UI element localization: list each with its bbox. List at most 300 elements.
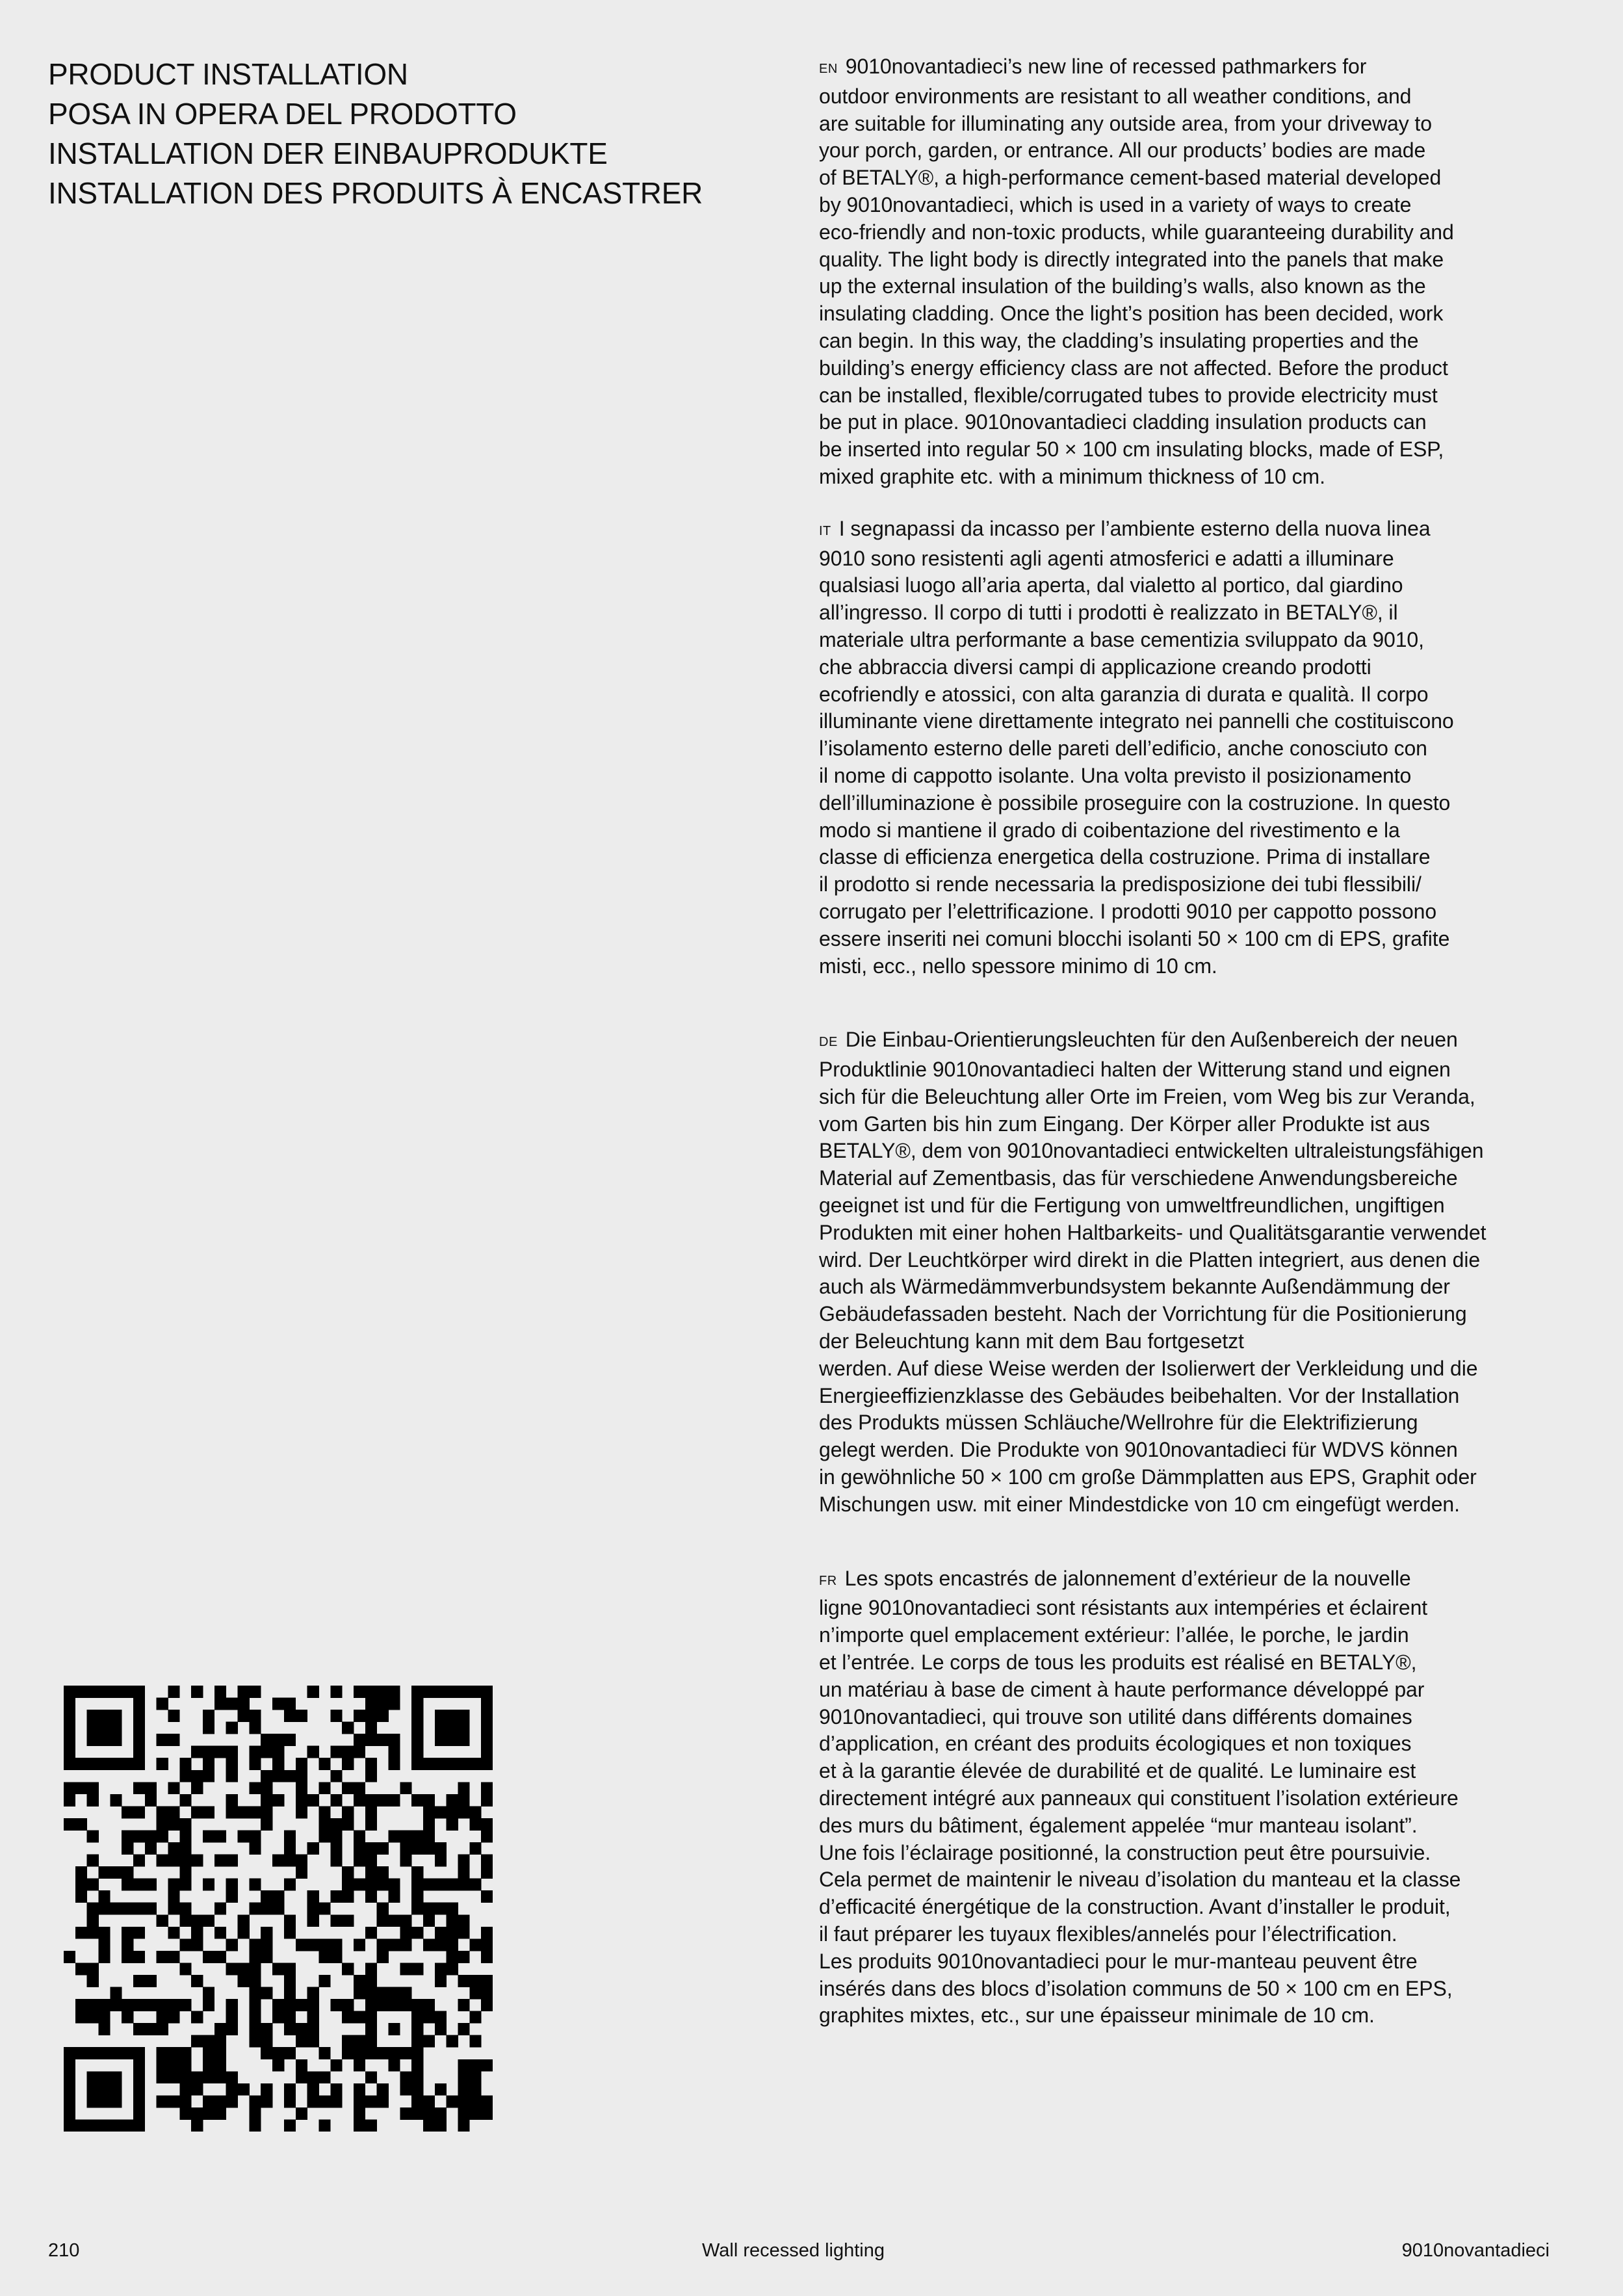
qr-module <box>99 1927 110 1939</box>
qr-module <box>191 2107 203 2120</box>
language-tag-en: EN <box>819 62 838 76</box>
qr-module <box>423 1686 435 1698</box>
qr-module <box>99 2023 110 2035</box>
qr-module <box>411 1722 423 1734</box>
page-number: 210 <box>48 2240 80 2261</box>
qr-module <box>377 1734 389 1746</box>
qr-module <box>411 1686 423 1698</box>
qr-module <box>157 2095 168 2107</box>
qr-module <box>157 1914 168 1927</box>
qr-module <box>411 1746 423 1758</box>
qr-module <box>388 1734 400 1746</box>
qr-module <box>261 1938 272 1951</box>
qr-module <box>214 1927 226 1939</box>
language-tag-it: IT <box>819 523 831 538</box>
qr-module <box>203 2107 214 2120</box>
qr-module <box>179 1758 191 1770</box>
qr-module <box>133 2071 145 2083</box>
qr-module <box>249 1746 261 1758</box>
qr-module <box>133 2107 145 2120</box>
qr-module <box>284 2083 296 2096</box>
qr-module <box>469 2011 481 2024</box>
qr-module <box>157 2023 168 2035</box>
qr-module <box>469 1842 481 1855</box>
qr-module <box>423 1999 435 2011</box>
qr-module <box>226 2071 238 2083</box>
qr-module <box>261 1890 272 1903</box>
qr-module <box>99 2119 110 2132</box>
qr-module <box>99 2047 110 2059</box>
qr-module <box>365 2095 377 2107</box>
qr-module <box>435 1734 447 1746</box>
qr-module <box>226 1806 238 1818</box>
qr-module <box>435 1758 447 1770</box>
qr-module <box>284 1963 296 1975</box>
qr-module <box>365 1855 377 1867</box>
qr-module <box>377 1794 389 1807</box>
qr-module <box>249 1686 261 1698</box>
qr-module <box>388 2059 400 2072</box>
qr-module <box>133 1758 145 1770</box>
qr-module <box>133 2047 145 2059</box>
qr-module <box>249 1999 261 2011</box>
qr-module <box>318 1818 330 1831</box>
qr-module <box>330 1746 342 1758</box>
qr-module <box>87 1903 99 1915</box>
qr-module <box>423 1830 435 1842</box>
qr-module <box>400 1938 411 1951</box>
qr-module <box>365 1710 377 1722</box>
qr-module <box>133 1806 145 1818</box>
qr-module <box>318 1758 330 1770</box>
qr-module <box>481 2107 493 2120</box>
qr-module <box>342 2011 354 2024</box>
qr-module <box>469 1987 481 2000</box>
qr-module <box>284 1975 296 1987</box>
qr-module <box>447 1927 458 1939</box>
qr-module <box>87 1975 99 1987</box>
title-line-de: INSTALLATION DER EINBAUPRODUKTE <box>48 137 608 170</box>
qr-module <box>238 1927 250 1939</box>
qr-module <box>423 1758 435 1770</box>
qr-module <box>64 1698 75 1710</box>
qr-module <box>168 1927 180 1939</box>
qr-module <box>400 1987 411 2000</box>
qr-module <box>122 1999 133 2011</box>
qr-module <box>330 1842 342 1855</box>
qr-module <box>307 1903 319 1915</box>
qr-module <box>87 1963 99 1975</box>
qr-module <box>469 2071 481 2083</box>
qr-module <box>377 1686 389 1698</box>
qr-module <box>469 1975 481 1987</box>
qr-module <box>87 2119 99 2132</box>
qr-module <box>296 1866 307 1879</box>
qr-module <box>423 1842 435 1855</box>
qr-module <box>307 1914 319 1927</box>
qr-module <box>354 1710 365 1722</box>
qr-module <box>179 2083 191 2096</box>
qr-module <box>64 2119 75 2132</box>
qr-module <box>122 1879 133 1891</box>
qr-module <box>226 1794 238 1807</box>
qr-module <box>307 1890 319 1903</box>
qr-module <box>411 2059 423 2072</box>
qr-module <box>469 2095 481 2107</box>
qr-module <box>133 2083 145 2096</box>
qr-module <box>133 1903 145 1915</box>
qr-module <box>99 1686 110 1698</box>
qr-module <box>214 1698 226 1710</box>
qr-module <box>157 1698 168 1710</box>
qr-module <box>168 1951 180 1963</box>
qr-module <box>377 1698 389 1710</box>
qr-module <box>238 1963 250 1975</box>
qr-module <box>168 1734 180 1746</box>
qr-module <box>249 1710 261 1722</box>
qr-module <box>191 1914 203 1927</box>
qr-module <box>342 1818 354 1831</box>
qr-module <box>458 2071 469 2083</box>
qr-module <box>168 2047 180 2059</box>
qr-module <box>458 2059 469 2072</box>
qr-module <box>272 1903 284 1915</box>
qr-module <box>307 1686 319 1698</box>
qr-module <box>411 1999 423 2011</box>
qr-module <box>191 1746 203 1758</box>
qr-module <box>179 1938 191 1951</box>
qr-module <box>354 1746 365 1758</box>
qr-module <box>214 2107 226 2120</box>
qr-module <box>75 1999 87 2011</box>
qr-module <box>296 1938 307 1951</box>
paragraph-it-text: I segnapassi da incasso per l’ambiente esterno della nuova linea 9010 sono resistenti agli agenti atmosferici e adatti a illuminare qualsiasi luogo all’aria aperta, dal vialetto al portico, dal giardino all’ingresso. Il corpo di tutti i prodotti è realizzato in BETALY®, il materiale ultra performante a base cementizia sviluppato da 9010, che abbraccia diversi campi di applicazione creando prodotti ecofriendly e atossici, con alta garanzia di durata e qualità. Il corpo illuminante viene direttamente integrato nei pannelli che costituiscono l’isolamento esterno delle pareti dell’edificio, anche conosciuto con il nome di cappotto isolante. Una volta previsto il posizionamento dell’illuminazione è possibile proseguire con la costruzione. In questo modo si mantiene il grado di coibentazione del rivestimento e la classe di efficienza energetica della costruzione. Prima di installare il prodotto si rende necessaria la predisposizione dei tubi flessibili/ corrugato per l’elettrificazione. I prodotti 9010 per cappotto possono essere inseriti nei comuni blocchi isolanti 50 × 100 cm di EPS, grafite misti, ecc., nello spessore minimo di 10 cm. <box>819 516 1454 978</box>
qr-module <box>133 2023 145 2035</box>
qr-module <box>435 1686 447 1698</box>
qr-module <box>388 2047 400 2059</box>
qr-module <box>388 1830 400 1842</box>
qr-module <box>99 1866 110 1879</box>
qr-module <box>87 1794 99 1807</box>
qr-module <box>122 2047 133 2059</box>
qr-module <box>226 1938 238 1951</box>
qr-module <box>145 1999 157 2011</box>
qr-module <box>423 2095 435 2107</box>
qr-module <box>458 1914 469 1927</box>
qr-module <box>469 2035 481 2048</box>
qr-module <box>64 1758 75 1770</box>
qr-module <box>458 1951 469 1963</box>
qr-module <box>411 1794 423 1807</box>
qr-module <box>238 1830 250 1842</box>
qr-module <box>296 1794 307 1807</box>
qr-module <box>87 1999 99 2011</box>
qr-module <box>481 1794 493 1807</box>
qr-module <box>342 1746 354 1758</box>
qr-module <box>435 1879 447 1891</box>
qr-module <box>261 1782 272 1794</box>
qr-module <box>87 1758 99 1770</box>
qr-module <box>191 2035 203 2048</box>
qr-module <box>423 1914 435 1927</box>
qr-module <box>191 1806 203 1818</box>
title-line-en: PRODUCT INSTALLATION <box>48 57 408 91</box>
qr-module <box>365 1890 377 1903</box>
qr-module <box>447 1794 458 1807</box>
qr-module <box>411 1734 423 1746</box>
qr-module <box>284 1855 296 1867</box>
qr-module <box>179 1963 191 1975</box>
qr-module <box>307 2035 319 2048</box>
qr-module <box>411 2095 423 2107</box>
qr-module <box>203 2035 214 2048</box>
qr-module <box>99 1951 110 1963</box>
qr-module <box>145 1879 157 1891</box>
paragraph-en-text: 9010novantadieci’s new line of recessed pathmarkers for outdoor environments are resistant to all weather conditions, and are suitable for illuminating any outside area, from your driveway to your porch, garden, or entrance. All our products’ bodies are made of BETALY®, a high-performance cement-based material developed by 9010novantadieci, which is used in a variety of ways to create eco-friendly and non-toxic products, while guaranteeing durability and quality. The light body is directly integrated into the panels that make up the external insulation of the building’s walls, also known as the insulating cladding. Once the light’s position has been decided, work can begin. In this way, the cladding’s insulating properties and the building’s energy efficiency class are not affected. Before the product can be installed, flexible/corrugated tubes to provide electricity must be put in place. 9010novantadieci cladding insulation products can be inserted into regular 50 × 100 cm insulating blocks, made of ESP, mixed graphite etc. with a minimum thickness of 10 cm. <box>819 55 1454 488</box>
qr-module <box>64 1782 75 1794</box>
qr-module <box>307 1938 319 1951</box>
qr-module <box>157 1734 168 1746</box>
qr-module <box>400 1842 411 1855</box>
qr-module <box>249 1830 261 1842</box>
qr-module <box>388 1938 400 1951</box>
qr-module <box>481 1890 493 1903</box>
qr-module <box>145 1782 157 1794</box>
qr-module <box>365 1686 377 1698</box>
qr-module <box>191 2011 203 2024</box>
qr-module <box>226 1963 238 1975</box>
qr-module <box>330 1770 342 1782</box>
qr-module <box>342 1999 354 2011</box>
qr-module <box>447 1710 458 1722</box>
qr-module <box>400 1999 411 2011</box>
qr-module <box>122 1951 133 1963</box>
qr-module <box>87 2011 99 2024</box>
qr-module <box>377 1914 389 1927</box>
qr-module <box>249 1879 261 1891</box>
qr-module <box>330 1999 342 2011</box>
qr-module <box>133 1734 145 1746</box>
qr-module <box>377 1866 389 1879</box>
qr-module <box>75 2011 87 2024</box>
qr-module <box>99 1734 110 1746</box>
qr-module <box>157 1830 168 1842</box>
qr-module <box>122 1830 133 1842</box>
qr-module <box>481 1722 493 1734</box>
qr-module <box>133 1782 145 1794</box>
qr-module <box>447 1938 458 1951</box>
qr-code-modules <box>64 1686 493 2132</box>
qr-module <box>447 1734 458 1746</box>
qr-module <box>168 2071 180 2083</box>
qr-module <box>447 1914 458 1927</box>
qr-module <box>179 2071 191 2083</box>
qr-module <box>191 1782 203 1794</box>
qr-module <box>481 1987 493 2000</box>
qr-module <box>318 1806 330 1818</box>
qr-module <box>168 1710 180 1722</box>
qr-module <box>249 1963 261 1975</box>
qr-module <box>423 2107 435 2120</box>
qr-module <box>330 1710 342 1722</box>
qr-module <box>388 1698 400 1710</box>
qr-module <box>145 1842 157 1855</box>
qr-module <box>469 1758 481 1770</box>
qr-module <box>64 1794 75 1807</box>
qr-module <box>411 2035 423 2048</box>
qr-module <box>365 1806 377 1818</box>
qr-module <box>272 1855 284 1867</box>
qr-module <box>400 1914 411 1927</box>
qr-module <box>64 2107 75 2120</box>
qr-module <box>423 2011 435 2024</box>
qr-module <box>133 2119 145 2132</box>
qr-module <box>203 2047 214 2059</box>
qr-module <box>99 1722 110 1734</box>
qr-module <box>388 1999 400 2011</box>
qr-module <box>411 2071 423 2083</box>
qr-module <box>122 1866 133 1879</box>
paragraph-de <box>819 1026 1534 1518</box>
qr-module <box>145 1903 157 1915</box>
qr-module <box>214 2047 226 2059</box>
qr-module <box>284 2119 296 2132</box>
qr-module <box>284 2011 296 2024</box>
qr-module <box>110 2095 122 2107</box>
qr-module <box>365 1927 377 1939</box>
qr-module <box>110 1903 122 1915</box>
qr-module <box>342 2035 354 2048</box>
qr-module <box>388 2023 400 2035</box>
qr-module <box>238 1914 250 1927</box>
qr-module <box>296 1758 307 1770</box>
qr-module <box>261 2083 272 2096</box>
qr-module <box>145 1830 157 1842</box>
qr-module <box>99 2083 110 2096</box>
qr-module <box>330 1794 342 1807</box>
qr-module <box>307 1746 319 1758</box>
qr-module <box>400 2047 411 2059</box>
qr-module <box>203 2095 214 2107</box>
qr-module <box>458 1734 469 1746</box>
qr-module <box>214 1746 226 1758</box>
qr-module <box>354 2035 365 2048</box>
qr-module <box>354 1855 365 1867</box>
qr-module <box>214 1951 226 1963</box>
qr-module <box>284 1770 296 1782</box>
paragraph-it <box>819 515 1534 980</box>
qr-module <box>87 1879 99 1891</box>
qr-module <box>157 1818 168 1831</box>
title-line-it: POSA IN OPERA DEL PRODOTTO <box>48 97 517 131</box>
qr-module <box>469 2083 481 2096</box>
qr-module <box>249 1722 261 1734</box>
qr-module <box>87 1686 99 1698</box>
qr-module <box>481 1866 493 1879</box>
body-text-column <box>819 53 1534 2054</box>
qr-module <box>342 1879 354 1891</box>
qr-module <box>133 1722 145 1734</box>
qr-module <box>99 1938 110 1951</box>
qr-module <box>110 1722 122 1734</box>
qr-module <box>447 2035 458 2048</box>
qr-module <box>214 1855 226 1867</box>
qr-module <box>133 2059 145 2072</box>
qr-module <box>330 2059 342 2072</box>
qr-module <box>226 1746 238 1758</box>
qr-module <box>214 2059 226 2072</box>
qr-module <box>388 1879 400 1891</box>
qr-module <box>365 1698 377 1710</box>
qr-code[interactable] <box>64 1686 493 2132</box>
qr-module <box>226 1722 238 1734</box>
qr-module <box>110 2047 122 2059</box>
qr-module <box>272 1999 284 2011</box>
qr-module <box>330 1818 342 1831</box>
qr-module <box>342 1963 354 1975</box>
qr-module <box>191 2083 203 2096</box>
qr-module <box>249 1938 261 1951</box>
qr-module <box>458 1758 469 1770</box>
qr-module <box>179 1914 191 1927</box>
qr-module <box>191 1686 203 1698</box>
qr-module <box>458 2107 469 2120</box>
qr-module <box>133 1686 145 1698</box>
qr-module <box>249 1842 261 1855</box>
qr-module <box>284 1734 296 1746</box>
qr-module <box>157 2071 168 2083</box>
qr-module <box>447 1686 458 1698</box>
qr-module <box>87 1927 99 1939</box>
qr-module <box>238 1975 250 1987</box>
qr-module <box>307 2023 319 2035</box>
qr-module <box>64 2059 75 2072</box>
qr-module <box>261 1987 272 2000</box>
qr-module <box>110 1999 122 2011</box>
qr-module <box>469 2107 481 2120</box>
qr-module <box>481 1710 493 1722</box>
qr-module <box>330 1951 342 1963</box>
qr-module <box>400 2071 411 2083</box>
qr-module <box>458 1686 469 1698</box>
qr-module <box>296 1855 307 1867</box>
qr-module <box>261 1927 272 1939</box>
qr-module <box>110 1710 122 1722</box>
qr-module <box>307 1842 319 1855</box>
qr-module <box>284 2095 296 2107</box>
qr-module <box>296 2107 307 2120</box>
qr-module <box>435 1710 447 1722</box>
qr-module <box>214 2095 226 2107</box>
qr-module <box>481 1782 493 1794</box>
qr-module <box>110 1866 122 1879</box>
qr-module <box>481 1686 493 1698</box>
qr-module <box>284 2047 296 2059</box>
qr-module <box>458 1722 469 1734</box>
qr-module <box>342 1914 354 1927</box>
qr-module <box>447 1903 458 1915</box>
qr-module <box>122 1758 133 1770</box>
qr-module <box>481 1698 493 1710</box>
qr-module <box>191 1938 203 1951</box>
qr-module <box>238 2083 250 2096</box>
qr-module <box>99 1710 110 1722</box>
qr-module <box>435 2023 447 2035</box>
qr-module <box>365 2071 377 2083</box>
qr-module <box>261 2095 272 2107</box>
qr-module <box>249 1782 261 1794</box>
qr-module <box>261 1734 272 1746</box>
